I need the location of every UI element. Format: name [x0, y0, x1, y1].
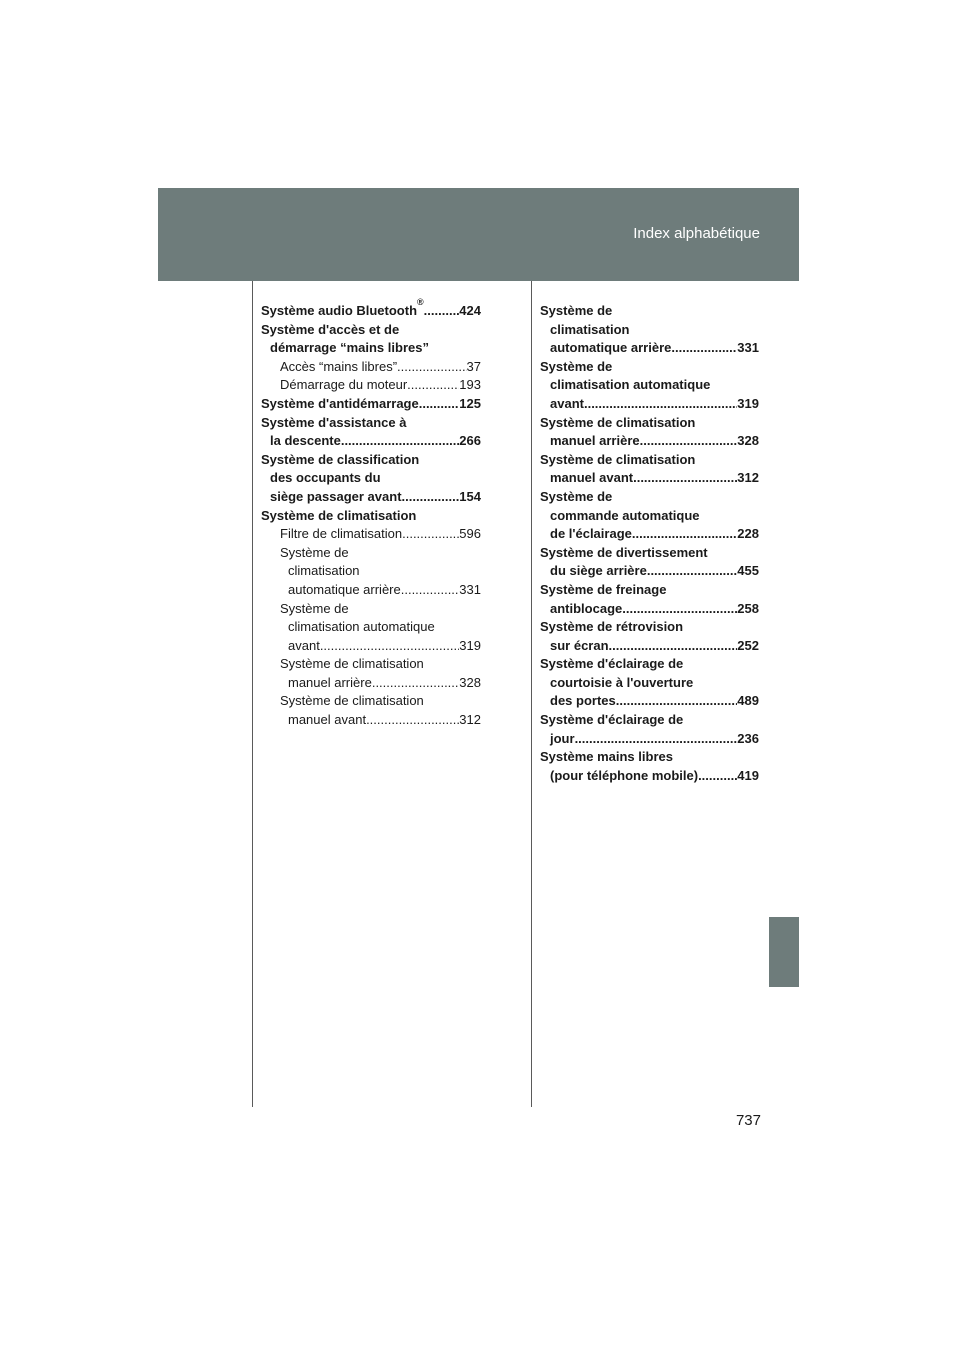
index-entry-line: [280, 562, 481, 581]
page-reference[interactable]: 455: [737, 563, 759, 579]
index-entry-line: [540, 674, 759, 693]
middle-column-rule: [531, 281, 532, 1107]
dot-leader: [633, 469, 737, 488]
page-reference[interactable]: 258: [737, 600, 759, 616]
index-entry-line: [261, 321, 481, 340]
index-entry-text: climatisation: [550, 321, 630, 337]
index-entry-text: la descente: [270, 433, 341, 449]
index-entry-text: antiblocage: [550, 600, 623, 616]
header-band: [158, 188, 799, 281]
index-entry-text: jour: [550, 730, 575, 746]
page-reference[interactable]: 331: [737, 340, 759, 356]
index-entry-line: [280, 376, 481, 395]
dot-leader: [647, 562, 737, 581]
dot-leader: [632, 525, 737, 544]
index-entry-text: (pour téléphone mobile): [550, 767, 699, 783]
index-entry-text: Système d'accès et de: [261, 321, 400, 337]
index-entry-line: [540, 432, 759, 451]
dot-leader: [640, 432, 738, 451]
page-number: 737: [735, 1112, 761, 1129]
index-entry-line: [261, 451, 481, 470]
index-entry-line: [540, 395, 759, 414]
index-entry-r-retrovision[interactable]: [540, 618, 759, 655]
index-entry-clim-auto-arr[interactable]: [261, 544, 481, 600]
index-entry-text: Système de climatisation: [280, 656, 424, 672]
index-entry-line: [261, 339, 481, 358]
index-entry-text: Système de: [540, 303, 613, 318]
page-reference[interactable]: 331: [459, 581, 481, 597]
index-entry-text: climatisation automatique: [288, 619, 435, 635]
index-entry-r-clim-auto-av[interactable]: [540, 358, 759, 414]
index-entry-line: [261, 469, 481, 488]
index-entry-text: automatique arrière: [550, 340, 672, 356]
index-entry-text: des portes: [550, 693, 616, 709]
section-thumb-tab: [769, 917, 799, 987]
index-entry-climatisation[interactable]: [261, 507, 481, 526]
index-entry-text: avant: [550, 395, 584, 411]
index-entry-line: [261, 297, 481, 321]
index-entry-line: [540, 581, 759, 600]
page-reference[interactable]: 266: [459, 433, 481, 449]
index-entry-text: du siège arrière: [550, 563, 647, 579]
index-entry-line: [280, 618, 481, 637]
index-entry-filtre[interactable]: [261, 525, 481, 544]
index-entry-r-mains-libres[interactable]: [540, 748, 759, 785]
index-entry-classification[interactable]: [261, 451, 481, 507]
index-entry-assistance[interactable]: [261, 414, 481, 451]
index-entry-text: Système d'éclairage de: [540, 712, 684, 728]
index-entry-line: [280, 600, 481, 619]
index-entry-text: climatisation: [288, 563, 360, 579]
index-entry-text: Système de: [280, 544, 349, 560]
index-entry-text: Filtre de climatisation: [280, 526, 403, 542]
page-reference[interactable]: 252: [737, 637, 759, 653]
index-entry-text: Système de climatisation: [280, 693, 424, 709]
index-entry-line: [280, 544, 481, 563]
index-entry-line: [540, 451, 759, 470]
index-entry-text: Système d'assistance à: [261, 414, 407, 430]
index-entry-text: manuel avant: [550, 470, 634, 486]
index-entry-acces-ml[interactable]: [261, 358, 481, 377]
index-entry-line: [540, 618, 759, 637]
page-reference[interactable]: 328: [737, 433, 759, 449]
index-entry-r-courtoisie[interactable]: [540, 655, 759, 711]
dot-leader: [575, 730, 738, 749]
index-entry-text: climatisation automatique: [550, 377, 711, 393]
index-entry-text: Système de climatisation: [540, 451, 696, 467]
index-entry-line: [540, 767, 759, 786]
index-entry-text: Système de climatisation: [261, 507, 417, 523]
dot-leader: [424, 302, 460, 321]
page-reference[interactable]: 312: [737, 470, 759, 486]
index-entry-text: siège passager avant: [270, 488, 402, 504]
dot-leader: [609, 637, 738, 656]
index-entry-text: Système d'antidémarrage: [261, 395, 419, 411]
index-entry-line: [540, 507, 759, 526]
index-entry-r-divertissement[interactable]: [540, 544, 759, 581]
index-entry-line: [280, 674, 481, 693]
left-column-rule: [252, 281, 253, 1107]
index-entry-line: [540, 488, 759, 507]
index-entry-r-clim-man-av[interactable]: [540, 451, 759, 488]
index-entry-text: démarrage “mains libres”: [270, 340, 429, 356]
page-reference[interactable]: 228: [737, 526, 759, 542]
dot-leader: [341, 432, 459, 451]
page-reference[interactable]: 193: [459, 377, 481, 393]
index-entry-text: des occupants du: [270, 470, 381, 486]
index-entry-line: [540, 469, 759, 488]
dot-leader: [616, 692, 738, 711]
dot-leader: [419, 395, 460, 414]
index-entry-r-freinage[interactable]: [540, 581, 759, 618]
page-reference[interactable]: 424: [459, 303, 481, 318]
index-entry-line: [280, 581, 481, 600]
index-entry-text: Système audio Bluetooth: [261, 303, 418, 318]
index-entry-line: [540, 302, 759, 321]
index-entry-line: [261, 507, 481, 526]
index-entry-text: Système de: [540, 358, 613, 374]
index-entry-text: commande automatique: [550, 507, 700, 523]
index-entry-clim-man-arr[interactable]: [261, 655, 481, 692]
index-entry-line: [540, 637, 759, 656]
index-entry-text: de l'éclairage: [550, 526, 632, 542]
index-entry-line: [540, 376, 759, 395]
dot-leader: [402, 525, 459, 544]
index-entry-line: [540, 321, 759, 340]
index-entry-bt[interactable]: [261, 297, 481, 321]
dot-leader: [320, 637, 459, 656]
page-reference[interactable]: 319: [459, 637, 481, 653]
index-entry-line: [540, 655, 759, 674]
page-reference[interactable]: 312: [459, 712, 481, 728]
index-entry-line: [261, 488, 481, 507]
index-entry-line: [261, 414, 481, 433]
page-reference[interactable]: 489: [737, 693, 759, 709]
index-entry-line: [540, 711, 759, 730]
dot-leader: [407, 376, 459, 395]
dot-leader: [402, 488, 460, 507]
index-entry-text: Démarrage du moteur: [280, 377, 408, 393]
header-title: Index alphabétique: [633, 225, 760, 242]
index-entry-line: [280, 711, 481, 730]
index-entry-line: [280, 637, 481, 656]
page-reference[interactable]: 37: [466, 358, 481, 374]
index-entry-line: [280, 692, 481, 711]
index-entry-acces[interactable]: [261, 321, 481, 358]
index-entry-text: Système mains libres: [540, 749, 673, 765]
index-entry-line: [280, 358, 481, 377]
dot-leader: [366, 711, 459, 730]
index-entry-text: Système d'éclairage de: [540, 656, 684, 672]
index-entry-line: [540, 600, 759, 619]
index-entry-clim-auto-av[interactable]: [261, 600, 481, 656]
index-entry-text: Système de: [280, 600, 349, 616]
index-entry-demarrage[interactable]: [261, 376, 481, 395]
index-entry-text: Système de classification: [261, 451, 420, 467]
index-entry-text: Système de divertissement: [540, 544, 708, 560]
dot-leader: [584, 395, 737, 414]
index-entry-line: [540, 748, 759, 767]
index-entry-line: [540, 730, 759, 749]
index-entry-r-eclairage-auto[interactable]: [540, 488, 759, 544]
page-reference[interactable]: 419: [737, 767, 759, 783]
index-entry-line: [540, 692, 759, 711]
index-entry-text: manuel arrière: [288, 674, 372, 690]
index-entry-line: [280, 525, 481, 544]
page-reference[interactable]: 125: [459, 395, 481, 411]
index-entry-text: Système de climatisation: [540, 414, 696, 430]
index-entry-line: [540, 414, 759, 433]
dot-leader: [698, 767, 737, 786]
dot-leader: [671, 339, 737, 358]
index-entry-line: [540, 562, 759, 581]
index-column-right: [540, 302, 759, 785]
index-entry-line: [540, 339, 759, 358]
index-column-left: [261, 297, 481, 730]
dot-leader: [622, 600, 737, 619]
index-entry-r-jour[interactable]: [540, 711, 759, 748]
index-entry-text: Système de freinage: [540, 581, 667, 597]
page-reference[interactable]: 236: [737, 730, 759, 746]
index-entry-text: sur écran: [550, 637, 609, 653]
page-reference[interactable]: 328: [459, 674, 481, 690]
index-entry-text: manuel arrière: [550, 433, 640, 449]
index-entry-line: [540, 525, 759, 544]
page-reference[interactable]: 319: [737, 395, 759, 411]
index-entry-r-clim-man-arr[interactable]: [540, 414, 759, 451]
index-entry-text: Système de: [540, 488, 613, 504]
dot-leader: [372, 674, 459, 693]
dot-leader: [401, 581, 460, 600]
index-entry-text: courtoisie à l'ouverture: [550, 674, 694, 690]
page-reference[interactable]: 596: [459, 526, 481, 542]
index-entry-text: avant: [288, 637, 320, 653]
page-reference[interactable]: 154: [459, 488, 481, 504]
index-entry-text: Accès “mains libres”: [280, 358, 398, 374]
dot-leader: [397, 358, 467, 377]
index-entry-text: automatique arrière: [288, 581, 401, 597]
index-entry-antidemarrage[interactable]: [261, 395, 481, 414]
index-entry-r-clim-auto-arr[interactable]: [540, 302, 759, 358]
index-entry-line: [261, 432, 481, 451]
index-entry-line: [261, 395, 481, 414]
index-entry-clim-man-av[interactable]: [261, 692, 481, 729]
index-entry-line: [280, 655, 481, 674]
index-entry-text: Système de rétrovision: [540, 619, 684, 635]
registered-mark: ®: [417, 297, 424, 307]
index-entry-line: [540, 544, 759, 563]
index-entry-line: [540, 358, 759, 377]
index-entry-text: manuel avant: [288, 712, 367, 728]
